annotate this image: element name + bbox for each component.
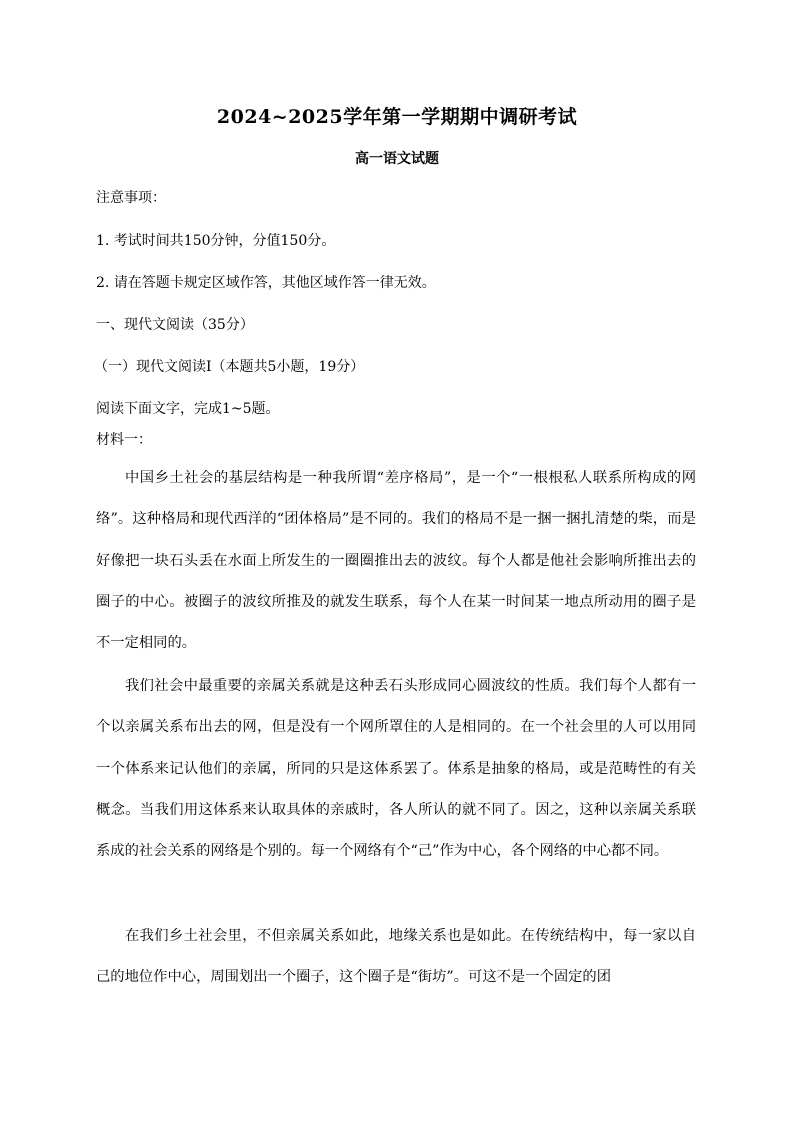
exam-subtitle: 高一语文试题 — [355, 151, 439, 167]
material-label: 材料一： — [96, 432, 152, 448]
reading-instruction: 阅读下面文字，完成1~5题。 — [96, 401, 280, 417]
section-heading: 一、现代文阅读（35分） — [96, 317, 254, 333]
notes-item-1: 1. 考试时间共150分钟，分值150分。 — [96, 233, 336, 249]
passage-paragraph-2: 我们社会中最重要的亲属关系就是这种丢石头形成同心圆波纹的性质。我们每个人都有一个以亲属关系布出去的网，但是没有一个网所罩住的人是相同的。在一个社会里的人可以用同一个体系来记认他们的亲属，所同的只是这体系罢了。体系是抽象的格局，或是范畴性的有关概念。当我们用这体系来认取具体的亲戚时，各人所认的就不同了。因之，这种以亲属关系联系成的社会关系的网络是个别的。每一个网络有个“己”作为中心，各个网络的中心都不同。 — [96, 678, 696, 860]
passage-paragraph-1: 中国乡土社会的基层结构是一种我所谓“差序格局”，是一个“一根根私人联系所构成的网络”。这种格局和现代西洋的“团体格局”是不同的。我们的格局不是一捆一捆扎清楚的柴，而是好像把一块石头丢在水面上所发生的一圈圈推出去的波纹。每个人都是他社会影响所推出去的圈子的中心。被圈子的波纹所推及的就发生联系，每个人在某一时间某一地点所动用的圈子是不一定相同的。 — [96, 470, 696, 652]
notes-heading: 注意事项： — [96, 190, 166, 206]
exam-title: 2024~2025学年第一学期期中调研考试 — [216, 106, 578, 128]
passage-paragraph-3: 在我们乡土社会里，不但亲属关系如此，地缘关系也是如此。在传统结构中，每一家以自己的地位作中心，周围划出一个圈子，这个圈子是“街坊”。可这不是一个固定的团 — [96, 928, 696, 986]
sub-section-heading: （一）现代文阅读Ⅰ（本题共5小题，19分） — [94, 359, 365, 375]
notes-item-2: 2. 请在答题卡规定区域作答，其他区域作答一律无效。 — [96, 275, 436, 291]
